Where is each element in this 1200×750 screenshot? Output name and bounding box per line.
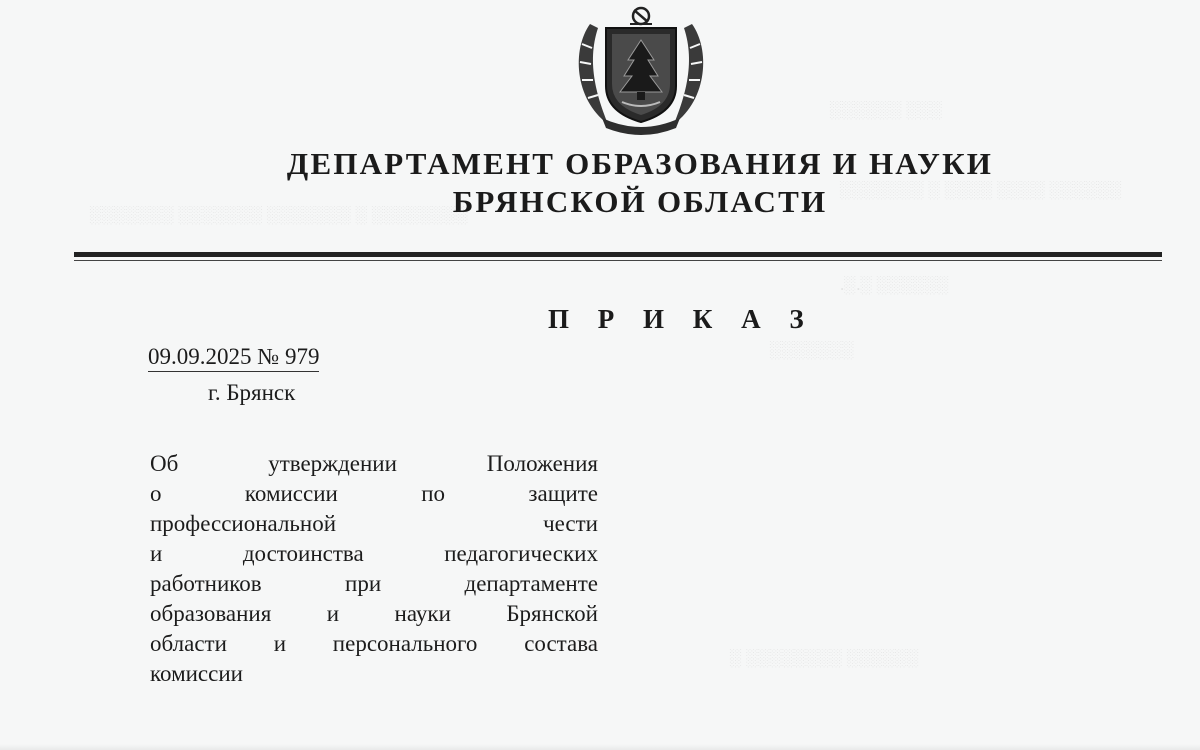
subject-word: при [345,571,382,596]
show-through-text: ░░░░░░ ░░░░ ░░░░ ░ ░░░░░░░ [840,180,1122,199]
subject-word: персонального [332,631,478,656]
subject-word: утверждении [268,451,397,476]
subject-word: департаменте [464,571,598,596]
subject-word: Брянской [506,601,598,626]
subject-line [150,599,598,629]
subject-word: и [273,631,286,656]
subject-line [150,449,598,479]
subject-word: педагогических [444,541,598,566]
subject-word: по [421,481,446,506]
subject-word: работников [150,571,262,596]
show-through-text: ░░░ ░░░░░░ [830,100,943,119]
subject-word: состава [524,631,598,656]
show-through-text: ░░░░░░ ░░░░░░░░ ░ [730,648,920,667]
department-name-line2: БРЯНСКОЙ ОБЛАСТИ [452,184,828,219]
order-subject [150,449,598,689]
header-divider-thin [74,260,1162,261]
subject-word: чести [543,511,598,536]
subject-word: Об [150,451,179,476]
show-through-text: ░░░░░░░ [770,340,855,359]
subject-line [150,539,598,569]
order-city: г. Брянск [208,380,296,405]
subject-word: Положения [486,451,598,476]
subject-word: достоинства [242,541,364,566]
subject-word: области [150,631,227,656]
subject-word: защите [528,481,598,506]
department-name-line1: ДЕПАРТАМЕНТ ОБРАЗОВАНИЯ И НАУКИ [286,146,994,181]
subject-word: и [326,601,340,626]
order-date-number: 09.09.2025 № 979 [148,344,319,372]
subject-word: образования [150,601,272,626]
show-through-text: ░░░░░░ ░.░. [840,275,950,294]
subject-line [150,479,598,509]
coat-of-arms-icon [568,4,714,136]
subject-line [150,629,598,659]
subject-line [150,659,598,689]
show-through-text: ░░░░░░░░ ░ ░░░░░░░ ░░░░░░░ ░░░░░░░ [90,205,469,224]
order-title: П Р И К А З [548,304,815,334]
subject-word: комиссии [150,661,243,686]
subject-word: комиссии [244,481,338,506]
subject-word: о [150,481,162,506]
subject-word: науки [394,601,451,626]
subject-line [150,569,598,599]
header-divider-thick [74,252,1162,257]
subject-word: и [150,541,163,566]
subject-line [150,509,598,539]
scan-edge [0,744,1200,750]
subject-word: профессиональной [150,511,337,536]
